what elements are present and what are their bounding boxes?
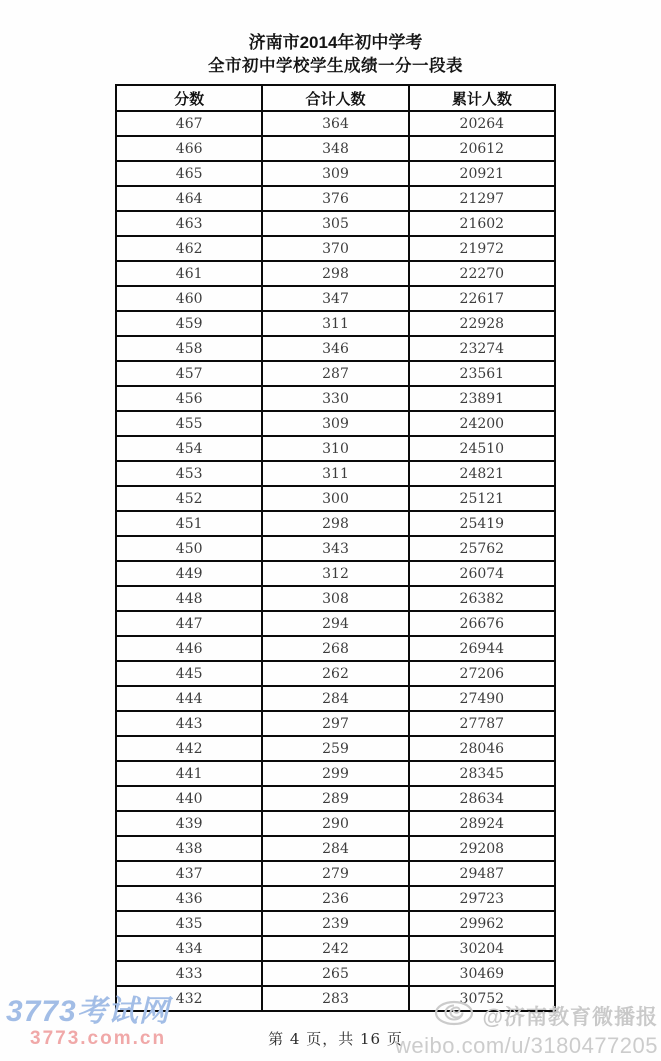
count-cell: 283 [262,986,408,1011]
score-cell: 460 [116,286,262,311]
table-row [116,361,555,386]
score-cell: 449 [116,561,262,586]
table-row [116,536,555,561]
score-cell: 436 [116,886,262,911]
table-row [116,761,555,786]
score-distribution-table [115,84,556,1012]
count-cell: 312 [262,561,408,586]
cumulative-cell: 21297 [409,186,555,211]
table-row [116,136,555,161]
cumulative-cell: 30204 [409,936,555,961]
score-cell: 465 [116,161,262,186]
score-cell: 440 [116,786,262,811]
count-cell: 347 [262,286,408,311]
cumulative-cell: 27490 [409,686,555,711]
count-cell: 346 [262,336,408,361]
score-cell: 435 [116,911,262,936]
cumulative-cell: 22270 [409,261,555,286]
count-cell: 298 [262,261,408,286]
cumulative-cell: 24510 [409,436,555,461]
table-row [116,286,555,311]
count-cell: 305 [262,211,408,236]
watermark-3773-domain: 3773.com.cn [30,1027,167,1049]
score-cell: 456 [116,386,262,411]
header-cumulative: 累计人数 [409,85,555,111]
page-number: 第 4 页，共 16 页 [268,1030,403,1048]
cumulative-cell: 23891 [409,386,555,411]
count-cell: 242 [262,936,408,961]
cumulative-cell: 27206 [409,661,555,686]
count-cell: 268 [262,636,408,661]
score-cell: 462 [116,236,262,261]
table-row [116,811,555,836]
cumulative-cell: 25121 [409,486,555,511]
score-cell: 432 [116,986,262,1011]
table-row [116,411,555,436]
cumulative-cell: 29962 [409,911,555,936]
table-row [116,311,555,336]
count-cell: 364 [262,111,408,136]
table-row [116,561,555,586]
score-cell: 443 [116,711,262,736]
cumulative-cell: 25762 [409,536,555,561]
table-row [116,486,555,511]
count-cell: 284 [262,836,408,861]
table-row [116,611,555,636]
header-score: 分数 [116,85,262,111]
score-cell: 437 [116,861,262,886]
header-count: 合计人数 [262,85,408,111]
score-cell: 442 [116,736,262,761]
count-cell: 259 [262,736,408,761]
count-cell: 348 [262,136,408,161]
count-cell: 309 [262,161,408,186]
score-cell: 466 [116,136,262,161]
table-row [116,861,555,886]
table-row [116,636,555,661]
score-cell: 433 [116,961,262,986]
count-cell: 299 [262,761,408,786]
count-cell: 290 [262,811,408,836]
cumulative-cell: 22928 [409,311,555,336]
count-cell: 310 [262,436,408,461]
cumulative-cell: 23274 [409,336,555,361]
table-row [116,661,555,686]
cumulative-cell: 30752 [409,986,555,1011]
count-cell: 330 [262,386,408,411]
table-row [116,386,555,411]
count-cell: 294 [262,611,408,636]
table-row [116,711,555,736]
table-row [116,461,555,486]
score-cell: 459 [116,311,262,336]
count-cell: 376 [262,186,408,211]
table-row [116,911,555,936]
table-row [116,736,555,761]
table-row [116,586,555,611]
count-cell: 308 [262,586,408,611]
watermark-3773-name: 3773考试网 [6,995,170,1028]
count-cell: 262 [262,661,408,686]
table-row [116,261,555,286]
score-cell: 450 [116,536,262,561]
cumulative-cell: 27787 [409,711,555,736]
score-cell: 434 [116,936,262,961]
cumulative-cell: 29208 [409,836,555,861]
score-cell: 464 [116,186,262,211]
score-cell: 441 [116,761,262,786]
count-cell: 311 [262,311,408,336]
count-cell: 265 [262,961,408,986]
cumulative-cell: 28345 [409,761,555,786]
score-cell: 457 [116,361,262,386]
score-cell: 452 [116,486,262,511]
cumulative-cell: 24200 [409,411,555,436]
score-cell: 445 [116,661,262,686]
score-cell: 439 [116,811,262,836]
table-row [116,961,555,986]
table-row [116,211,555,236]
score-cell: 448 [116,586,262,611]
score-cell: 446 [116,636,262,661]
table-row [116,186,555,211]
count-cell: 239 [262,911,408,936]
cumulative-cell: 23561 [409,361,555,386]
cumulative-cell: 26944 [409,636,555,661]
cumulative-cell: 26382 [409,586,555,611]
cumulative-cell: 28046 [409,736,555,761]
score-cell: 463 [116,211,262,236]
cumulative-cell: 26074 [409,561,555,586]
header-row [116,85,555,111]
count-cell: 370 [262,236,408,261]
count-cell: 279 [262,861,408,886]
table-row [116,236,555,261]
count-cell: 236 [262,886,408,911]
cumulative-cell: 30469 [409,961,555,986]
weibo-swirl-icon [433,1000,475,1031]
cumulative-cell: 29487 [409,861,555,886]
count-cell: 287 [262,361,408,386]
cumulative-cell: 22617 [409,286,555,311]
weibo-url: weibo.com/u/3180477205 [395,1033,658,1058]
count-cell: 343 [262,536,408,561]
cumulative-cell: 24821 [409,461,555,486]
score-cell: 467 [116,111,262,136]
table-row [116,786,555,811]
score-cell: 447 [116,611,262,636]
score-cell: 458 [116,336,262,361]
score-cell: 455 [116,411,262,436]
table-row [116,686,555,711]
cumulative-cell: 28924 [409,811,555,836]
score-cell: 451 [116,511,262,536]
table-row [116,936,555,961]
table-row [116,111,555,136]
cumulative-cell: 29723 [409,886,555,911]
cumulative-cell: 20264 [409,111,555,136]
cumulative-cell: 25419 [409,511,555,536]
cumulative-cell: 28634 [409,786,555,811]
cumulative-cell: 21972 [409,236,555,261]
cumulative-cell: 21602 [409,211,555,236]
score-cell: 461 [116,261,262,286]
table-row [116,161,555,186]
document-title: 济南市2014年初中学考 [248,33,423,52]
cumulative-cell: 20612 [409,136,555,161]
table-row [116,336,555,361]
count-cell: 298 [262,511,408,536]
score-cell: 444 [116,686,262,711]
watermark-weibo [395,1000,658,1059]
count-cell: 289 [262,786,408,811]
weibo-handle: @济南教育微播报 [482,1005,658,1029]
score-table-body [116,111,555,1011]
table-row [116,511,555,536]
table-row [116,436,555,461]
count-cell: 300 [262,486,408,511]
table-row [116,886,555,911]
score-cell: 453 [116,461,262,486]
document-subtitle: 全市初中学校学生成绩一分一段表 [208,57,463,75]
count-cell: 311 [262,461,408,486]
score-cell: 454 [116,436,262,461]
cumulative-cell: 20921 [409,161,555,186]
count-cell: 284 [262,686,408,711]
count-cell: 297 [262,711,408,736]
count-cell: 309 [262,411,408,436]
cumulative-cell: 26676 [409,611,555,636]
score-cell: 438 [116,836,262,861]
table-row [116,836,555,861]
